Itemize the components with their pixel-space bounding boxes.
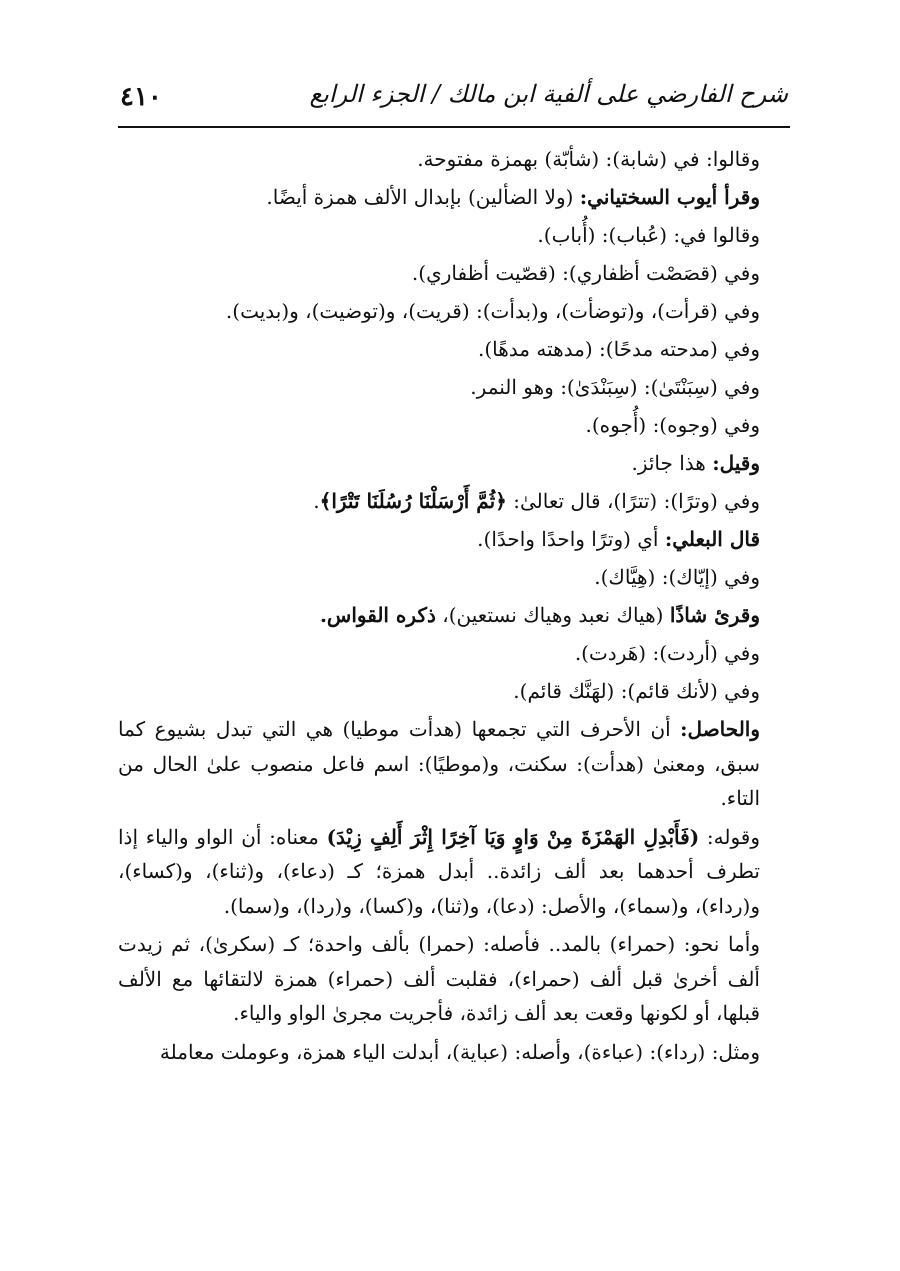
text-line: وفي (لأنك قائم): (لهَنَّك قائم). [513, 679, 760, 703]
text-line: وفي (سِبَنْتَىٰ): (سِبَنْدَىٰ): وهو النمر. [470, 375, 760, 399]
paragraph: والحاصل: أن الأحرف التي تجمعها (هدأت موطيا) هي التي تبدل بشيوع كما سبق، ومعنىٰ (هدأت): سكنت، و(موطيًا): اسم فاعل منصوب علىٰ الحال من التاء. [118, 717, 761, 810]
quoted-verse: (فَأَبْدِلِ الهَمْزَةَ مِنْ وَاوٍ وَيَا آخِرًا إِثْرَ أَلِفٍ زِيْدَ) [326, 824, 700, 849]
text-line: وقرئ شاذًا (هياك نعبد وهياك نستعين)، ذكره القواس. [319, 603, 760, 627]
text-line: وقيل: هذا جائز. [631, 451, 760, 475]
text-line: وقالوا: في (شابة): (شأبّة) بهمزة مفتوحة. [417, 147, 760, 171]
page-body [118, 140, 788, 1073]
text-line: وفي (قصَصْت أظفاري): (قصّيت أظفاري). [411, 261, 760, 285]
text-line: قال البعلي: أي (وترًا واحدًا واحدًا). [477, 527, 760, 551]
text-line: وقرأ أيوب السختياني: (ولا الضألين) بإبدال الألف همزة أيضًا. [266, 185, 760, 209]
paragraph: وأما نحو: (حمراء) بالمد.. فأصله: (حمرا) بألف واحدة؛ كـ (سكرىٰ)، ثم زيدت ألف أخرىٰ قبل ألف (حمراء)، فقلبت ألف (حمراء) همزة لالتقائها مع الألف قبلها، أو لكونها وقعت بعد ألف زائدة، فأجريت مجرىٰ الواو والياء. [118, 932, 760, 1025]
running-title: شرح الفارضي على ألفية ابن مالك / الجزء الرابع [309, 80, 788, 108]
text-line: وقالوا في: (عُباب): (أُباب). [537, 223, 760, 247]
paragraph: ومثل: (رداء): (عباءة)، وأصله: (عباية)، أبدلت الياء همزة، وعوملت معاملة [159, 1039, 760, 1064]
quran-verse: ﴿ثُمَّ أَرْسَلْنَا رُسُلَنَا تَتْرًا﴾ [319, 489, 507, 513]
page-header [120, 78, 788, 118]
text-line: وفي (إيّاك): (هِيَّاك). [594, 565, 760, 589]
text-line: وفي (وترًا): (تترًا)، قال تعالىٰ: ﴿ثُمَّ أَرْسَلْنَا رُسُلَنَا تَتْرًا﴾. [313, 489, 760, 513]
text-line: وفي (وجوه): (أُجوه). [585, 413, 760, 437]
page-number: ٤١٠ [120, 82, 162, 112]
text-line: وفي (قرأت)، و(توضأت)، و(بدأت): (قريت)، و(توضيت)، و(بديت). [225, 299, 760, 323]
header-divider [118, 126, 790, 128]
text-line: وفي (مدحته مدحًا): (مدهته مدهًا). [478, 337, 760, 361]
paragraph: وقوله: (فَأَبْدِلِ الهَمْزَةَ مِنْ وَاوٍ وَيَا آخِرًا إِثْرَ أَلِفٍ زِيْدَ) معناه: أن الواو والياء إذا تطرف أحدهما بعد ألف زائدة.. أبدل همزة؛ كـ (دعاء)، و(ثناء)، و(كساء)، و(رداء)، و(سماء)، والأصل: (دعا)، و(ثنا)، و(كسا)، و(ردا)، و(سما). [118, 824, 760, 918]
text-line: وفي (أردت): (هَردت). [574, 641, 760, 665]
